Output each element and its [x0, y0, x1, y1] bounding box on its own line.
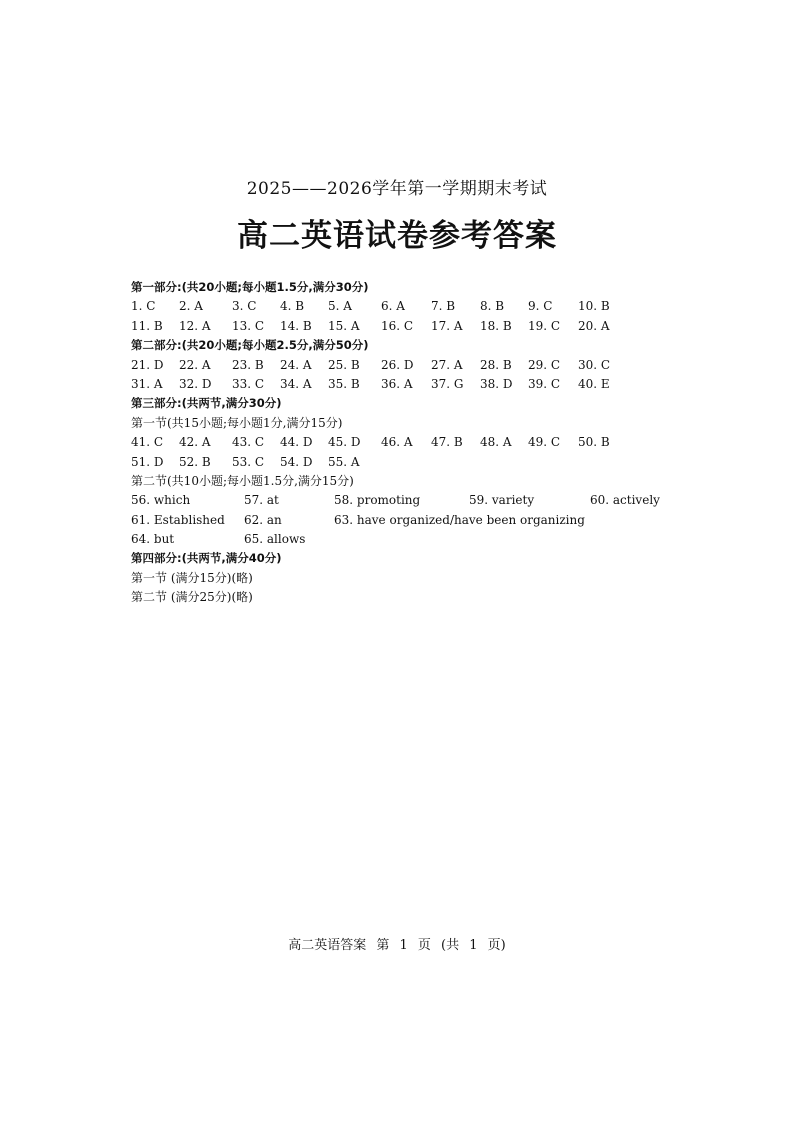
answer-item: 31. A — [131, 376, 163, 391]
answer-item: 18. B — [480, 318, 512, 333]
answer-item: 54. D — [280, 454, 313, 469]
answer-item: 62. an — [244, 512, 282, 527]
answer-item: 32. D — [179, 376, 212, 391]
answer-item: 29. C — [528, 357, 561, 372]
part3-heading: 第三部分:(共两节,满分30分) — [131, 396, 282, 411]
answer-item: 36. A — [381, 376, 413, 391]
answer-item: 2. A — [179, 299, 203, 314]
answer-item: 53. C — [232, 454, 265, 469]
answer-row — [131, 297, 691, 316]
answer-item: 59. variety — [469, 493, 535, 508]
answer-item: 65. allows — [244, 532, 306, 547]
answer-item: 1. C — [131, 299, 156, 314]
answer-item: 4. B — [280, 299, 305, 314]
answer-item: 20. A — [578, 318, 610, 333]
answer-item: 13. C — [232, 318, 265, 333]
answer-item: 64. but — [131, 532, 175, 547]
answer-row — [131, 356, 691, 375]
answer-item: 56. which — [131, 493, 191, 508]
answer-item: 28. B — [480, 357, 512, 372]
answer-item: 24. A — [280, 357, 312, 372]
part4-section1: 第一节 (满分15分)(略) — [131, 570, 253, 585]
answer-item: 61. Established — [131, 512, 225, 527]
document-title: 高二英语试卷参考答案 — [237, 218, 557, 254]
answer-item: 26. D — [381, 357, 414, 372]
answer-item: 57. at — [244, 493, 279, 508]
answer-item: 40. E — [578, 376, 610, 391]
answer-row — [131, 453, 691, 472]
part2-heading: 第二部分:(共20小题;每小题2.5分,满分50分) — [131, 338, 369, 353]
answer-item: 23. B — [232, 357, 264, 372]
answer-item: 63. have organized/have been organizing — [334, 512, 585, 527]
answer-row — [131, 530, 691, 549]
answer-item: 41. C — [131, 435, 164, 450]
page-footer: 高二英语答案 第 1 页 (共 1 页) — [288, 938, 506, 953]
answer-row — [131, 491, 691, 510]
answer-item: 47. B — [431, 435, 463, 450]
answer-row — [131, 317, 691, 336]
answer-item: 34. A — [280, 376, 312, 391]
answer-item: 25. B — [328, 357, 360, 372]
answer-item: 5. A — [328, 299, 352, 314]
exam-title: 2025——2026学年第一学期期末考试 — [246, 179, 548, 199]
answer-row — [131, 433, 691, 452]
answer-item: 7. B — [431, 299, 456, 314]
answer-item: 15. A — [328, 318, 360, 333]
answer-item: 46. A — [381, 435, 413, 450]
answer-item: 51. D — [131, 454, 164, 469]
answer-item: 10. B — [578, 299, 610, 314]
answer-item: 16. C — [381, 318, 414, 333]
part4-heading: 第四部分:(共两节,满分40分) — [131, 551, 282, 566]
answer-item: 22. A — [179, 357, 211, 372]
answer-item: 52. B — [179, 454, 211, 469]
answer-item: 39. C — [528, 376, 561, 391]
answer-item: 38. D — [480, 376, 513, 391]
answer-item: 43. C — [232, 435, 265, 450]
answer-item: 14. B — [280, 318, 312, 333]
part1-heading: 第一部分:(共20小题;每小题1.5分,满分30分) — [131, 280, 369, 294]
answer-item: 58. promoting — [334, 493, 421, 508]
answer-item: 9. C — [528, 299, 553, 314]
answer-item: 12. A — [179, 318, 211, 333]
answer-item: 3. C — [232, 299, 257, 314]
answer-item: 21. D — [131, 357, 164, 372]
answer-item: 8. B — [480, 299, 505, 314]
answer-item: 49. C — [528, 435, 561, 450]
answer-item: 6. A — [381, 299, 405, 314]
answer-item: 11. B — [131, 318, 163, 333]
answer-item: 50. B — [578, 435, 610, 450]
answer-item: 35. B — [328, 376, 360, 391]
part4-section2: 第二节 (满分25分)(略) — [131, 590, 253, 605]
answer-item: 48. A — [480, 435, 512, 450]
answer-key — [131, 278, 691, 608]
answer-row — [131, 375, 691, 394]
answer-item: 44. D — [280, 435, 313, 450]
answer-item: 55. A — [328, 454, 360, 469]
answer-item: 60. actively — [590, 493, 660, 508]
answer-item: 42. A — [179, 435, 211, 450]
answer-row — [131, 511, 691, 530]
part3-section2-heading: 第二节(共10小题;每小题1.5分,满分15分) — [131, 473, 354, 488]
answer-item: 45. D — [328, 435, 361, 450]
answer-item: 17. A — [431, 318, 463, 333]
answer-item: 30. C — [578, 357, 611, 372]
answer-item: 37. G — [431, 376, 464, 391]
answer-item: 27. A — [431, 357, 463, 372]
answer-item: 19. C — [528, 318, 561, 333]
part3-section1-heading: 第一节(共15小题;每小题1分,满分15分) — [131, 415, 343, 430]
answer-item: 33. C — [232, 376, 265, 391]
